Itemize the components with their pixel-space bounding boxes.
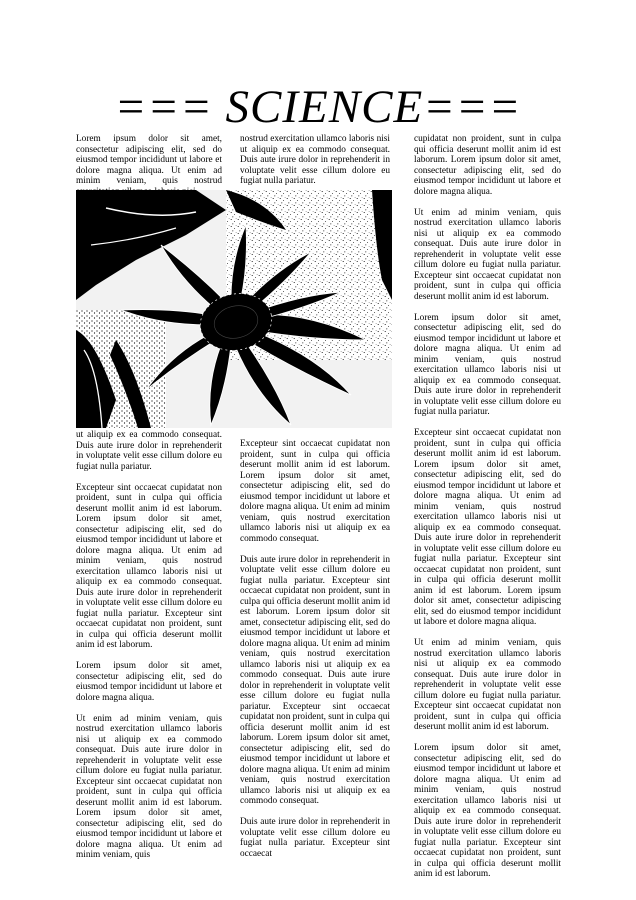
article-paragraph: Lorem ipsum dolor sit amet, consectetur adipiscing elit, sed do eiusmod tempor incididunt ut labore et dolore magna aliqua. (76, 661, 222, 703)
article-paragraph: ut aliquip ex ea commodo consequat. Duis aute irure dolor in reprehenderit in voluptate velit esse cillum dolore eu fugiat nulla pariatur. (76, 430, 222, 472)
sunflower-photo (76, 190, 392, 428)
column-1-bottom (76, 430, 222, 861)
masthead-title: === SCIENCE=== (114, 81, 522, 133)
column-2-top (240, 134, 390, 187)
sunflower-image (76, 190, 392, 428)
article-paragraph: Lorem ipsum dolor sit amet, consectetur adipiscing elit, sed do eiusmod tempor incididunt ut labore et dolore magna aliqua. Ut enim ad minim veniam, quis nostrud (76, 134, 222, 186)
article-paragraph: Excepteur sint occaecat cupidatat non proident, sunt in culpa qui officia deserunt mollit anim id est laborum. Lorem ipsum dolor sit amet, consectetur adipiscing elit, sed do eiusmod tempor incididunt ut labore et dolore magna aliqua. Ut enim ad minim veniam, quis nostrud exercitation ullamco laboris nisi ut aliquip ex ea commodo consequat. Duis aute irure dolor in reprehenderit in voluptate velit esse cillum dolore eu fugiat nulla pariatur. Excepteur sint occaecat cupidatat non proident, sunt in culpa qui officia deserunt mollit anim id est laborum. (76, 482, 222, 650)
article-paragraph: Ut enim ad minim veniam, quis nostrud exercitation ullamco laboris nisi ut aliquip ex ea commodo consequat. Duis aute irure dolor in reprehenderit in voluptate velit esse cillum dolore eu fugiat nulla pariatur. Excepteur sint occaecat cupidatat non proident, sunt in culpa qui officia deserunt mollit anim id est laborum. (414, 207, 561, 302)
masthead (0, 82, 636, 132)
column-1-top (76, 134, 222, 197)
article-paragraph: Ut enim ad minim veniam, quis nostrud exercitation ullamco laboris nisi ut aliquip ex ea commodo consequat. Duis aute irure dolor in reprehenderit in voluptate velit esse cillum dolore eu fugiat nulla pariatur. Excepteur sint occaecat cupidatat non proident, sunt in culpa qui officia deserunt mollit anim id est laborum. Lorem ipsum dolor sit amet, consectetur adipiscing elit, sed do eiusmod tempor incididunt ut labore et dolore magna aliqua. Ut enim ad minim veniam, quis (76, 713, 222, 860)
article-paragraph: Excepteur sint occaecat cupidatat non proident, sunt in culpa qui officia deserunt mollit anim id est laborum. Lorem ipsum dolor sit amet, consectetur adipiscing elit, sed do eiusmod tempor incididunt ut labore et dolore magna aliqua. Ut enim ad minim veniam, quis nostrud exercitation ullamco laboris nisi ut aliquip ex ea commodo consequat. Duis aute irure dolor in reprehenderit in voluptate velit esse cillum dolore eu fugiat nulla pariatur. Excepteur sint occaecat cupidatat non proident, sunt in culpa qui officia deserunt mollit anim id est laborum. Lorem ipsum dolor sit amet, consectetur adipiscing elit, sed do eiusmod tempor incididunt ut labore et dolore magna aliqua. (414, 428, 561, 627)
article-paragraph: nostrud exercitation ullamco laboris nisi ut aliquip ex ea commodo consequat. Duis aute irure dolor in reprehenderit in voluptate velit esse cillum dolore eu fugiat nulla pariatur. (240, 134, 390, 186)
article-paragraph: Ut enim ad minim veniam, quis nostrud exercitation ullamco laboris nisi ut aliquip ex ea commodo consequat. Duis aute irure dolor in reprehenderit in voluptate velit esse cillum dolore eu fugiat nulla pariatur. Excepteur sint occaecat cupidatat non proident, sunt in culpa qui officia deserunt mollit anim id est laborum. (414, 638, 561, 732)
article-paragraph: Duis aute irure dolor in reprehenderit in voluptate velit esse cillum dolore eu fugiat nulla pariatur. Excepteur sint occaecat cupidatat non proident, sunt in culpa qui officia deserunt mollit anim id est laborum. Lorem ipsum dolor sit amet, consectetur adipiscing elit, sed do eiusmod tempor incididunt ut labore et dolore magna aliqua. Ut enim ad minim veniam, quis nostrud exercitation ullamco laboris nisi ut aliquip ex ea commodo consequat. Duis aute irure dolor in reprehenderit in voluptate velit esse cillum dolore eu fugiat nulla pariatur. Excepteur sint occaecat cupidatat non proident, sunt in culpa qui officia deserunt mollit anim id est laborum. Lorem ipsum dolor sit amet, consectetur adipiscing elit, sed do eiusmod tempor incididunt ut labore et dolore magna aliqua. Ut enim ad minim veniam, quis nostrud exercitation ullamco laboris nisi ut aliquip ex ea commodo consequat. (240, 554, 391, 806)
column-3 (414, 134, 561, 880)
article-paragraph: cupidatat non proident, sunt in culpa qui officia deserunt mollit anim id est laborum. Lorem ipsum dolor sit amet, consectetur adipiscing elit, sed do eiusmod tempor incididunt ut labore et dolore magna aliqua. (414, 134, 561, 197)
article-paragraph: Lorem ipsum dolor sit amet, consectetur adipiscing elit, sed do eiusmod tempor incididunt ut labore et dolore magna aliqua. Ut enim ad minim veniam, quis nostrud exercitation ullamco laboris nisi ut aliquip ex ea commodo consequat. Duis aute irure dolor in reprehenderit in voluptate velit esse cillum dolore eu fugiat nulla pariatur. (414, 312, 561, 417)
article-paragraph: Duis aute irure dolor in reprehenderit in voluptate velit esse cillum dolore eu fugiat nulla pariatur. Excepteur sint occaecat (240, 817, 390, 859)
column-2-bottom (240, 439, 390, 859)
article-paragraph: Lorem ipsum dolor sit amet, consectetur adipiscing elit, sed do eiusmod tempor incididunt ut labore et dolore magna aliqua. Ut enim ad minim veniam, quis nostrud exercitation ullamco laboris nisi ut aliquip ex ea commodo consequat. Duis aute irure dolor in reprehenderit in voluptate velit esse cillum dolore eu fugiat nulla pariatur. Excepteur sint occaecat cupidatat non proident, sunt in culpa qui officia deserunt mollit anim id est laborum. (414, 743, 561, 879)
article-paragraph: Excepteur sint occaecat cupidatat non proident, sunt in culpa qui officia deserunt mollit anim id est laborum. Lorem ipsum dolor sit amet, consectetur adipiscing elit, sed do eiusmod tempor incididunt ut labore et dolore magna aliqua. Ut enim ad minim veniam, quis nostrud exercitation ullamco laboris nisi ut aliquip ex ea commodo consequat. (240, 439, 390, 544)
